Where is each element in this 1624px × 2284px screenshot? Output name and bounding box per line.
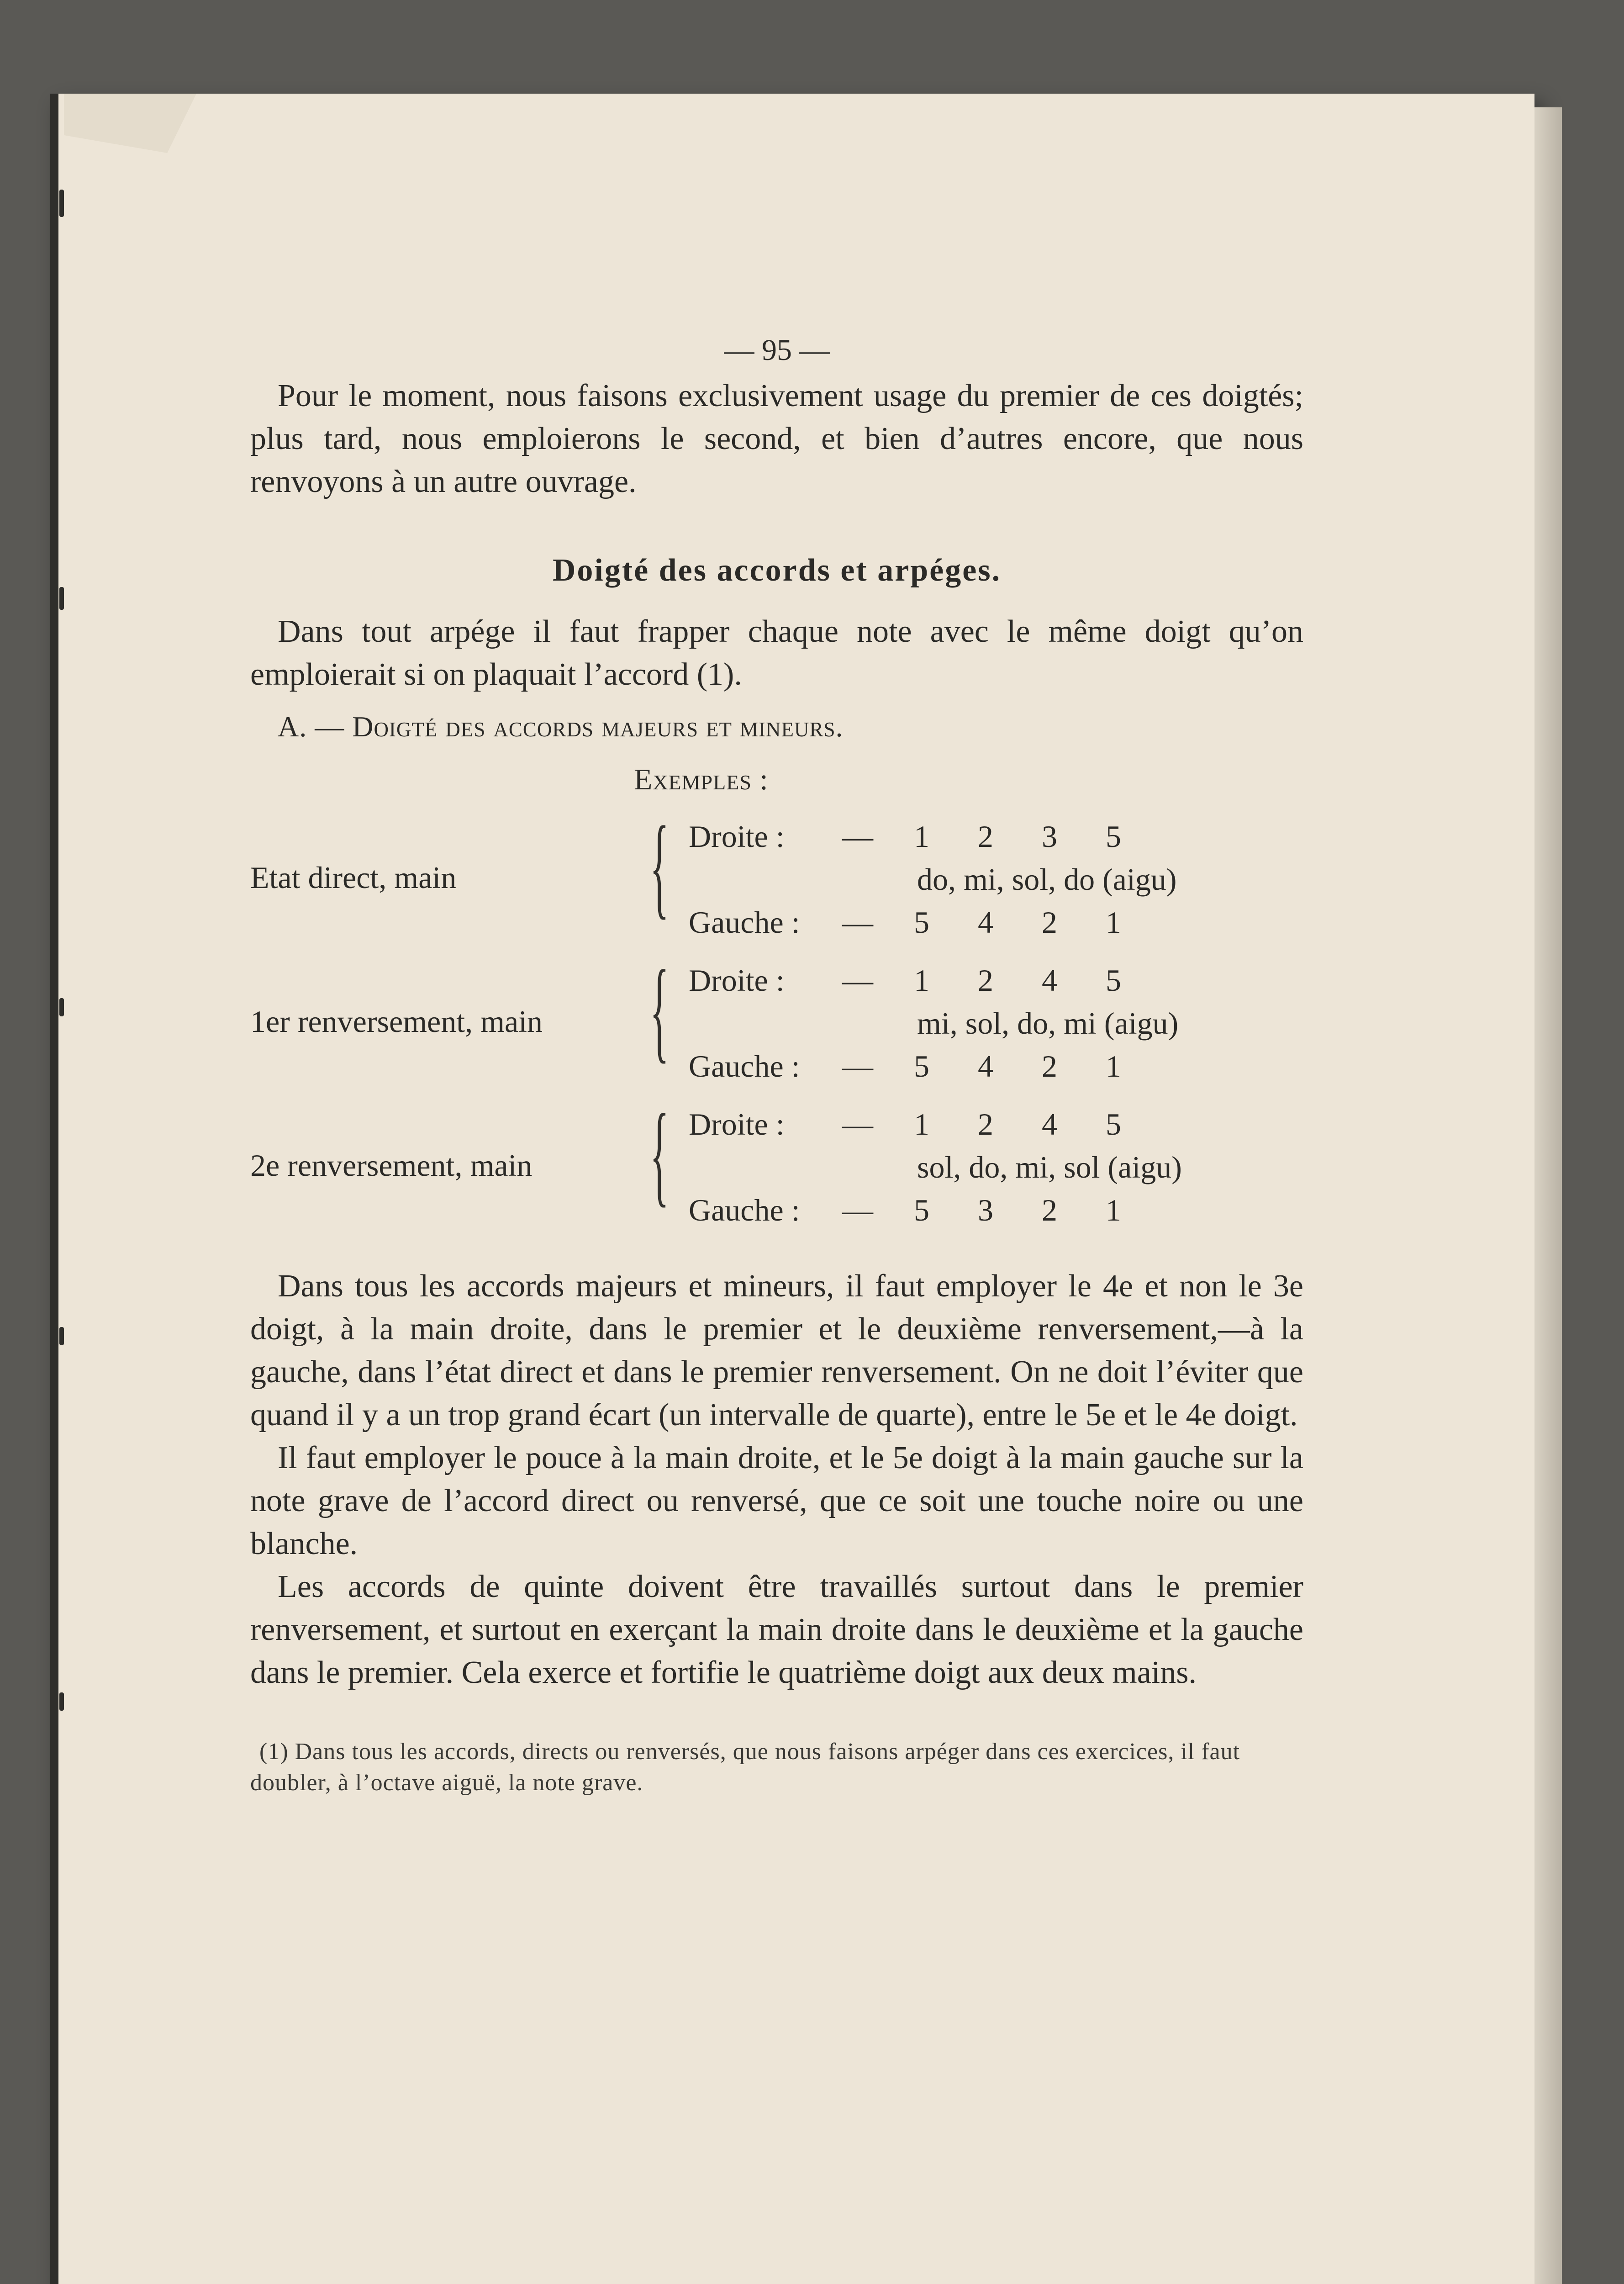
finger-number: 5 bbox=[914, 1049, 929, 1084]
hand-label: Droite : bbox=[689, 963, 785, 998]
finger-number: 1 bbox=[914, 1107, 929, 1142]
finger-number: 2 bbox=[1042, 1193, 1057, 1227]
hand-label: Droite : bbox=[689, 1107, 785, 1142]
right-hand-row bbox=[689, 815, 1145, 858]
body-text bbox=[250, 1265, 1303, 1694]
brace-symbol: { bbox=[650, 947, 669, 1073]
chord-notes: sol, do, mi, sol (aigu) bbox=[917, 1150, 1182, 1184]
finger-number: — bbox=[842, 1193, 873, 1227]
margin-mark bbox=[59, 998, 64, 1016]
finger-number: 1 bbox=[1106, 1049, 1121, 1084]
finger-number: 2 bbox=[978, 819, 993, 854]
finger-number: 1 bbox=[914, 963, 929, 998]
hand-label: Droite : bbox=[689, 819, 785, 854]
finger-number: — bbox=[842, 905, 873, 940]
right-hand-row bbox=[689, 959, 1145, 1002]
finger-number: 1 bbox=[914, 819, 929, 854]
chord-fingering-table bbox=[250, 803, 1303, 1233]
finger-number: 4 bbox=[978, 1049, 993, 1084]
hand-label: Gauche : bbox=[689, 1193, 800, 1227]
chord-notes: do, mi, sol, do (aigu) bbox=[917, 862, 1177, 897]
left-hand-row bbox=[689, 1189, 1145, 1232]
folded-corner bbox=[64, 94, 196, 153]
chord-example bbox=[250, 947, 1303, 1089]
page-content bbox=[250, 329, 1303, 1822]
finger-number: — bbox=[842, 1049, 873, 1084]
finger-number: 2 bbox=[1042, 905, 1057, 940]
page-edge bbox=[1534, 107, 1562, 2284]
chord-example bbox=[250, 1091, 1303, 1233]
finger-number: 2 bbox=[978, 963, 993, 998]
left-hand-row bbox=[689, 901, 1145, 944]
finger-number: 4 bbox=[978, 905, 993, 940]
book-spine bbox=[50, 94, 58, 2284]
section-title: Doigté des accords et arpéges. bbox=[552, 553, 1002, 588]
chord-example bbox=[250, 803, 1303, 945]
body-paragraph: Dans tous les accords majeurs et mineurs, il faut employer le 4e et non le 3e doigt, à la main droite, dans le premier et le deuxième renversement,—à la gauche, dans l’état direct et dans le premier renversement. On ne doit l’éviter que quand il y a un trop grand écart (un intervalle de quarte), entre le 5e et le 4e doigt. bbox=[250, 1269, 1303, 1433]
finger-number: 3 bbox=[978, 1193, 993, 1227]
page-number: — 95 — bbox=[724, 333, 830, 367]
finger-number: 3 bbox=[1042, 819, 1057, 854]
examples-label: Exemples : bbox=[634, 763, 769, 796]
finger-number: 5 bbox=[914, 905, 929, 940]
footnote: (1) Dans tous les accords, directs ou renversés, que nous faisons arpéger dans ces exercices, il faut doubler, à l’octave aiguë, la note grave. bbox=[250, 1739, 1240, 1796]
finger-number: 5 bbox=[1106, 819, 1121, 854]
chord-label: 2e renversement, main bbox=[250, 1148, 533, 1183]
margin-mark bbox=[59, 1692, 64, 1711]
brace-symbol: { bbox=[650, 1091, 669, 1217]
body-paragraph: Les accords de quinte doivent être travaillés surtout dans le premier renversement, et surtout en exerçant la main droite dans le deuxième et la gauche dans le premier. Cela exerce et fortifie le quatrième doigt aux deux mains. bbox=[250, 1569, 1303, 1690]
finger-number: 1 bbox=[1106, 1193, 1121, 1227]
hand-label: Gauche : bbox=[689, 905, 800, 940]
right-hand-row bbox=[689, 1103, 1145, 1146]
chord-notes: mi, sol, do, mi (aigu) bbox=[917, 1006, 1179, 1041]
finger-number: 4 bbox=[1042, 1107, 1057, 1142]
book-page bbox=[50, 94, 1534, 2284]
finger-number: 2 bbox=[1042, 1049, 1057, 1084]
section-paragraph: Dans tout arpége il faut frapper chaque note avec le même doigt qu’on emploierait si on plaquait l’accord (1). bbox=[250, 614, 1303, 692]
margin-mark bbox=[59, 1327, 64, 1345]
finger-number: — bbox=[842, 963, 873, 998]
finger-number: 5 bbox=[914, 1193, 929, 1227]
body-paragraph: Il faut employer le pouce à la main droite, et le 5e doigt à la main gauche sur la note grave de l’accord direct ou renversé, que ce soit une touche noire ou une blanche. bbox=[250, 1440, 1303, 1561]
finger-number: 5 bbox=[1106, 963, 1121, 998]
finger-number: 5 bbox=[1106, 1107, 1121, 1142]
margin-mark bbox=[59, 190, 64, 217]
brace-symbol: { bbox=[650, 803, 669, 930]
finger-number: — bbox=[842, 819, 873, 854]
left-hand-row bbox=[689, 1045, 1145, 1088]
margin-mark bbox=[59, 587, 64, 610]
finger-number: 1 bbox=[1106, 905, 1121, 940]
chord-label: Etat direct, main bbox=[250, 860, 457, 895]
finger-number: — bbox=[842, 1107, 873, 1142]
hand-label: Gauche : bbox=[689, 1049, 800, 1084]
finger-number: 4 bbox=[1042, 963, 1057, 998]
chord-label: 1er renversement, main bbox=[250, 1004, 543, 1039]
finger-number: 2 bbox=[978, 1107, 993, 1142]
subsection-heading: A. — Doigté des accords majeurs et mineurs. bbox=[278, 710, 844, 743]
intro-paragraph: Pour le moment, nous faisons exclusivement usage du premier de ces doigtés; plus tard, nous emploierons le second, et bien d’autres encore, que nous renvoyons à un autre ouvrage. bbox=[250, 378, 1303, 499]
